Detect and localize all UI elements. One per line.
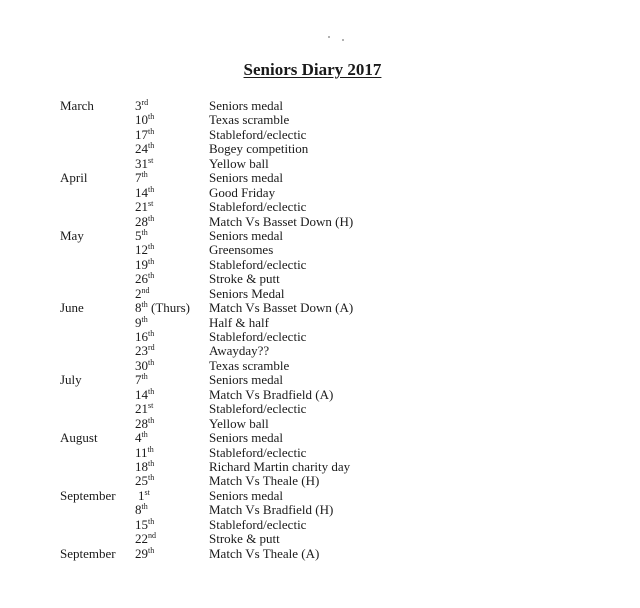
day-suffix: th [141,502,148,512]
event-name: Match Vs Bradfield (H) [209,502,334,518]
day-suffix: th [148,545,155,555]
day-number: 28 [135,213,148,229]
day-suffix: th [148,386,155,396]
event-name: Yellow ball [209,415,269,431]
day-cell [135,243,154,257]
day-cell [135,503,148,517]
day-cell [135,229,148,243]
day-cell [135,99,148,113]
day-cell [135,518,154,532]
day-cell [135,344,155,358]
month-label: April [60,170,88,186]
day-number: 2 [135,285,142,301]
day-cell [135,272,154,286]
day-cell [135,402,153,416]
day-number: 8 [135,502,142,518]
day-number: 5 [135,227,142,243]
day-number: 7 [135,170,142,186]
day-number: 4 [135,430,142,446]
month-label: July [60,372,82,388]
day-number: 16 [135,329,148,344]
day-number: 7 [135,372,142,388]
event-name: Match Vs Basset Down (H) [209,213,354,229]
day-suffix: th [148,256,155,266]
day-number: 24 [135,141,148,157]
day-number: 21 [135,199,148,215]
day-number: 19 [135,256,148,272]
day-suffix: th [148,126,155,136]
day-number: 8 [135,300,142,316]
event-name: Stableford/eclectic [209,516,307,532]
day-suffix: th [148,516,155,526]
event-name: Bogey competition [209,141,309,157]
day-cell [135,200,153,214]
day-suffix: th [148,415,155,425]
day-suffix: st [148,401,154,411]
event-name: Match Vs Bradfield (A) [209,386,334,402]
day-number: 14 [135,184,148,200]
day-suffix: th [148,329,155,338]
day-suffix: th [148,357,155,367]
event-name: Stableford/eclectic [209,329,307,344]
day-number: 29 [135,545,148,561]
day-note: (Thurs) [147,300,190,316]
day-cell [135,417,154,431]
event-name: Yellow ball [209,155,269,171]
day-suffix: th [148,213,155,223]
event-name: Awayday?? [209,343,270,359]
day-number: 18 [135,458,148,474]
day-cell [135,474,154,488]
day-suffix: th [141,314,148,324]
day-number: 28 [135,415,148,431]
day-cell [135,258,154,272]
day-suffix: th [141,372,148,382]
scan-speck [328,36,330,38]
day-cell [135,330,154,344]
day-suffix: th [148,271,155,281]
event-name: Stableford/eclectic [209,199,307,215]
event-name: Good Friday [209,184,276,200]
day-suffix: rd [141,98,149,107]
day-number: 10 [135,112,148,128]
day-number: 11 [135,444,148,460]
event-name: Seniors medal [209,430,284,446]
event-name: Seniors medal [209,98,284,113]
day-cell [135,316,148,330]
month-label: August [60,430,98,446]
day-cell [135,113,154,127]
day-cell [135,142,154,156]
event-name: Seniors medal [209,372,284,388]
event-name: Match Vs Theale (H) [209,473,320,489]
event-name: Seniors medal [209,487,284,503]
day-suffix: th [147,444,154,454]
day-number: 3 [135,98,142,113]
scan-speck [342,39,344,41]
event-name: Richard Martin charity day [209,458,351,474]
event-name: Texas scramble [209,112,290,128]
month-label: June [60,300,84,316]
day-cell [135,128,154,142]
day-number: 14 [135,386,148,402]
event-name: Seniors medal [209,170,284,186]
event-name: Match Vs Theale (A) [209,545,320,561]
day-number: 9 [135,314,142,330]
month-label: September [60,487,116,503]
day-suffix: st [144,487,150,497]
event-name: Stableford/eclectic [209,126,307,142]
page-title: Seniors Diary 2017 [243,60,382,79]
day-number: 25 [135,473,148,489]
day-suffix: th [148,112,155,122]
day-cell [135,157,153,171]
day-suffix: th [141,170,148,180]
event-name: Match Vs Basset Down (A) [209,300,354,316]
day-number: 17 [135,126,148,142]
day-cell [135,388,154,402]
day-number: 31 [135,155,148,171]
day-cell [135,186,154,200]
event-name: Stroke & putt [209,271,280,287]
event-name: Seniors medal [209,227,284,243]
day-suffix: nd [141,285,150,295]
event-name: Stableford/eclectic [209,444,307,460]
day-suffix: th [141,300,148,310]
day-number: 26 [135,271,148,287]
day-suffix: th [148,458,155,468]
day-number: 23 [135,343,148,359]
day-suffix: st [148,155,154,165]
day-cell [135,431,148,445]
day-suffix: th [141,430,148,440]
day-cell [138,489,150,503]
day-cell [135,460,154,474]
day-cell [135,171,148,185]
day-number: 22 [135,531,148,547]
day-suffix: nd [148,531,156,541]
day-suffix: st [148,199,154,209]
day-cell [135,359,154,373]
day-cell [135,287,150,301]
event-name: Stroke & putt [209,531,280,547]
event-name: Half & half [209,314,269,330]
day-cell [135,301,190,315]
day-number: 1 [138,487,145,503]
month-label: May [60,227,84,243]
day-cell [135,532,156,546]
event-name: Stableford/eclectic [209,256,307,272]
day-cell [135,547,154,561]
day-cell [135,446,154,460]
event-name: Stableford/eclectic [209,401,307,417]
month-label: March [60,98,94,113]
event-name: Seniors Medal [209,285,285,301]
month-label: September [60,545,116,561]
day-suffix: th [148,184,155,194]
event-name: Texas scramble [209,357,290,373]
day-suffix: th [141,227,148,237]
day-suffix: th [148,473,155,483]
day-suffix: rd [148,343,155,353]
day-cell [135,215,154,229]
event-name: Greensomes [209,242,274,258]
day-number: 30 [135,357,148,373]
day-number: 21 [135,401,148,417]
day-number: 12 [135,242,148,258]
day-number: 15 [135,516,148,532]
day-cell [135,373,148,387]
day-suffix: th [148,141,155,151]
day-suffix: th [148,242,155,252]
